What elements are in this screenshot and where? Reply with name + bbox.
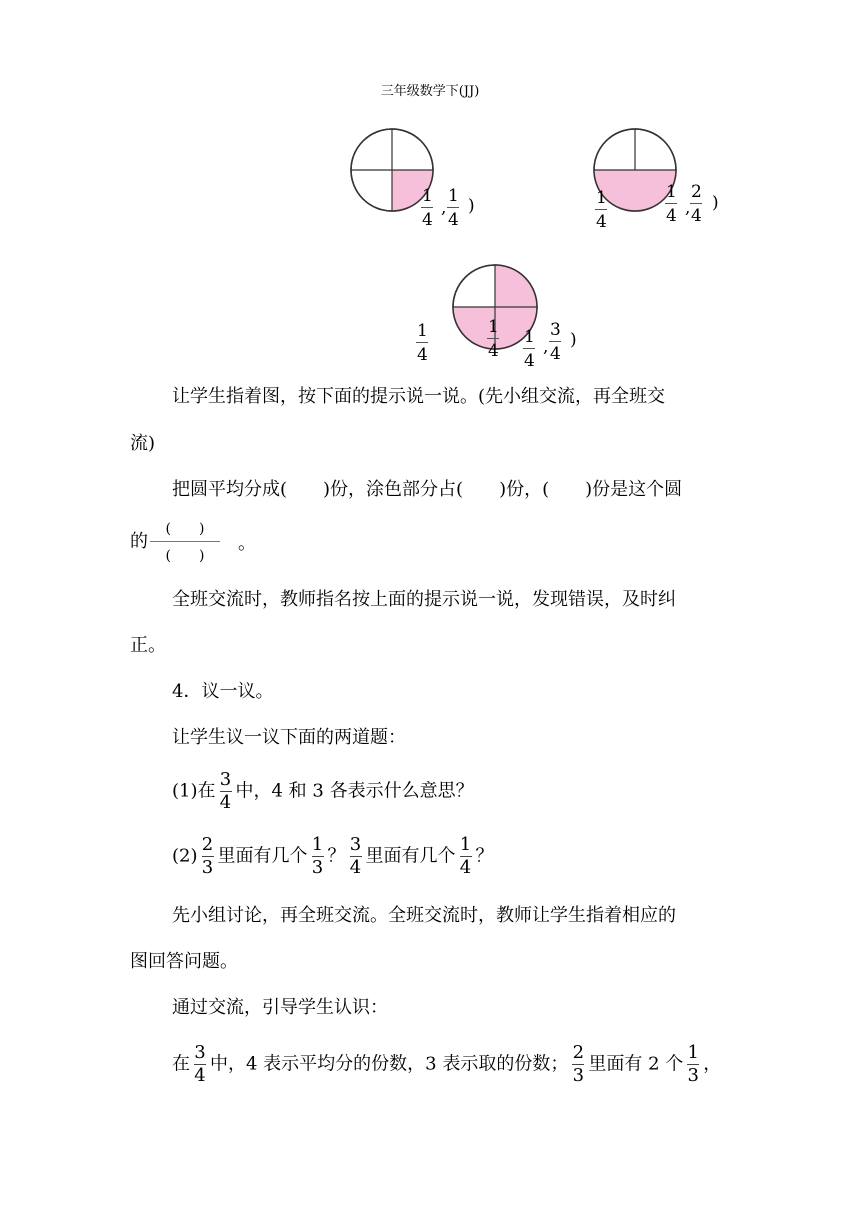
blank-numerator: ( ) xyxy=(165,521,205,537)
paragraph-guide: 通过交流，引导学生认识： xyxy=(172,997,388,1018)
fraction-inline: $\frac{3}{4}$ xyxy=(349,834,362,878)
paren-label: ) xyxy=(570,330,577,350)
comma-label: , xyxy=(685,198,691,218)
fraction-inline: $\frac{1}{3}$ xyxy=(311,834,324,878)
section-heading: 4．议一议。 xyxy=(172,681,274,702)
q2-text: 里面有几个 xyxy=(217,845,308,867)
q2-text: 里面有几个 xyxy=(365,845,456,867)
conclusion-text: 中，4 表示平均分的份数，3 表示取的份数； xyxy=(210,1053,569,1075)
paragraph-prompt-cont xyxy=(130,532,730,552)
fraction-inline: $\frac{3}{4}$ xyxy=(219,769,232,813)
fraction-label: 1 4 xyxy=(448,186,459,230)
period: 。 xyxy=(238,533,256,554)
fraction-label: 1 4 xyxy=(666,182,677,226)
q2-qmark: ？ xyxy=(475,845,494,867)
paragraph-intro: 让学生议一议下面的两道题： xyxy=(172,727,406,748)
comma-label: , xyxy=(543,337,549,357)
page-header: 三年级数学下(JJ) xyxy=(380,84,480,99)
fraction-inline: $\frac{2}{3}$ xyxy=(572,1042,585,1086)
fraction-inline: $\frac{3}{4}$ xyxy=(194,1042,206,1086)
paren-label: ) xyxy=(712,193,719,213)
q1-prefix: (1)在 xyxy=(172,780,216,802)
conclusion-text: ， xyxy=(703,1053,722,1075)
paragraph-conclusion xyxy=(172,1043,772,1086)
comma-label: , xyxy=(441,198,447,218)
paragraph-instruction-cont: 流) xyxy=(130,433,156,454)
fraction-inline: $\frac{1}{3}$ xyxy=(687,1042,699,1086)
paragraph-method: 先小组讨论，再全班交流。全班交流时，教师让学生指着相应的 xyxy=(172,905,676,926)
fraction-label: 1 4 xyxy=(524,327,535,371)
question-two xyxy=(172,835,772,878)
fraction-label: 3 4 xyxy=(550,320,561,364)
paragraph-instruction: 让学生指着图，按下面的提示说一说。(先小组交流，再全班交 xyxy=(172,386,666,407)
q1-text: 中，4 和 3 各表示什么意思？ xyxy=(235,780,474,802)
paragraph-method-cont: 图回答问题。 xyxy=(130,951,238,972)
fraction-label: 2 4 xyxy=(691,182,702,226)
paragraph-discussion-cont: 正。 xyxy=(130,635,166,656)
q2-qmark: ？ xyxy=(327,845,346,867)
fraction-inline: $\frac{2}{3}$ xyxy=(201,834,214,878)
q2-prefix: (2) xyxy=(172,845,198,867)
conclusion-text: 里面有 2 个 xyxy=(588,1053,684,1075)
paragraph-discussion: 全班交流时，教师指名按上面的提示说一说，发现错误，及时纠 xyxy=(172,589,676,610)
fraction-label: 1 4 xyxy=(596,188,607,232)
fraction-label: 1 4 xyxy=(422,186,433,230)
paragraph-prompt: 把圆平均分成( )份，涂色部分占( )份，( )份是这个圆 xyxy=(172,479,683,500)
question-one xyxy=(172,770,772,813)
blank-fraction xyxy=(150,518,220,565)
blank-denominator: ( ) xyxy=(165,548,205,564)
fraction-inline: $\frac{1}{4}$ xyxy=(459,834,472,878)
prompt-text: 的 xyxy=(130,531,148,552)
fraction-label: 1 4 xyxy=(417,321,428,365)
conclusion-text: 在 xyxy=(172,1053,190,1075)
paren-label: ) xyxy=(468,196,475,216)
fraction-label: 1 4 xyxy=(488,317,499,361)
